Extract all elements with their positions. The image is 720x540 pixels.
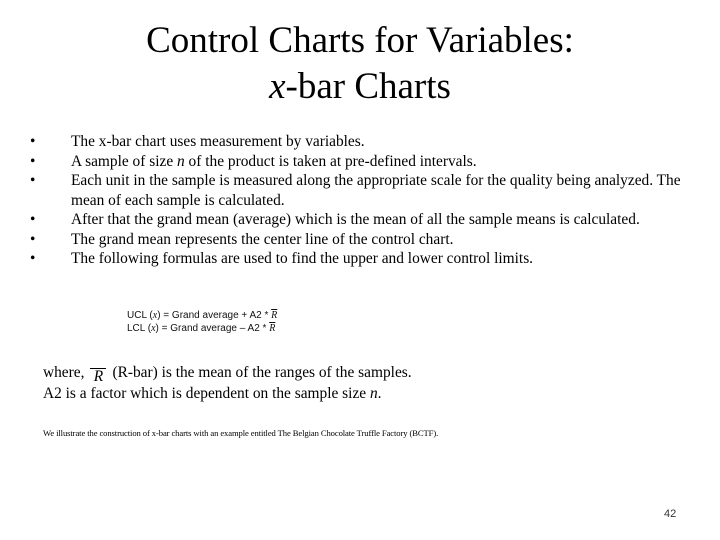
bullet-text-after: of the product is taken at pre-defined intervals.	[184, 152, 477, 170]
where-text: (R-bar) is the mean of the ranges of the samples.	[112, 364, 412, 381]
control-limit-formulas	[127, 309, 277, 335]
title-line-2	[0, 64, 720, 110]
ucl-formula: UCL (x) = Grand average + $A2 * \overline{R}$	[127, 310, 278, 321]
bullet-item	[30, 171, 690, 210]
bullet-text: After that the grand mean (average) which is the mean of all the sample means is calculated.	[71, 211, 640, 228]
title-x-italic: x	[269, 66, 286, 107]
bullet-icon: •	[30, 152, 36, 170]
bullet-icon: •	[30, 230, 36, 248]
where-word: where,	[43, 364, 85, 381]
x-symbol: x	[151, 323, 156, 334]
title-line-2-rest: -bar Charts	[285, 66, 451, 107]
bullet-text: Each unit in the sample is measured along the appropriate scale for the quality being analyzed. The mean of each sample is calculated.	[71, 172, 681, 209]
title-line-1: Control Charts for Variables:	[146, 20, 574, 61]
bullet-list	[30, 132, 690, 269]
bullet-text: The grand mean represents the center line of the control chart.	[71, 230, 454, 248]
bullet-icon: •	[30, 211, 36, 228]
n-italic: n	[369, 385, 378, 402]
bullet-item	[30, 230, 690, 250]
r-bar-symbol: R	[90, 368, 106, 384]
page-number: 42	[664, 508, 677, 520]
lcl-formula: LCL (x) = Grand average – $A2 * \overline{R}$	[127, 323, 276, 334]
r-bar-symbol: $\overline{R}$	[271, 310, 278, 321]
bullet-icon: •	[30, 250, 36, 267]
bullet-item	[30, 132, 690, 152]
bullet-text: The x-bar chart uses measurement by variables.	[71, 133, 365, 150]
where-line-2: A2 is a factor which is dependent on the sample size n.	[43, 385, 382, 402]
bullet-text-before: A sample of size	[71, 152, 177, 170]
x-symbol: x	[152, 310, 158, 321]
bullet-text-italic: n	[177, 152, 185, 170]
bullet-icon: •	[30, 133, 36, 150]
r-bar-symbol: $\overline{R}$	[269, 323, 276, 334]
bullet-item	[30, 210, 690, 230]
slide-title	[0, 18, 720, 110]
bullet-item	[30, 152, 690, 172]
where-explanation	[43, 362, 683, 404]
bullet-item	[30, 249, 690, 269]
bullet-icon: •	[30, 172, 36, 189]
where-line-1	[43, 362, 683, 383]
bullet-text: The following formulas are used to find the upper and lower control limits.	[71, 250, 534, 267]
example-note: We illustrate the construction of x-bar charts with an example entitled The Belgian Chocolate Truffle Factory (BCTF).	[43, 428, 439, 438]
